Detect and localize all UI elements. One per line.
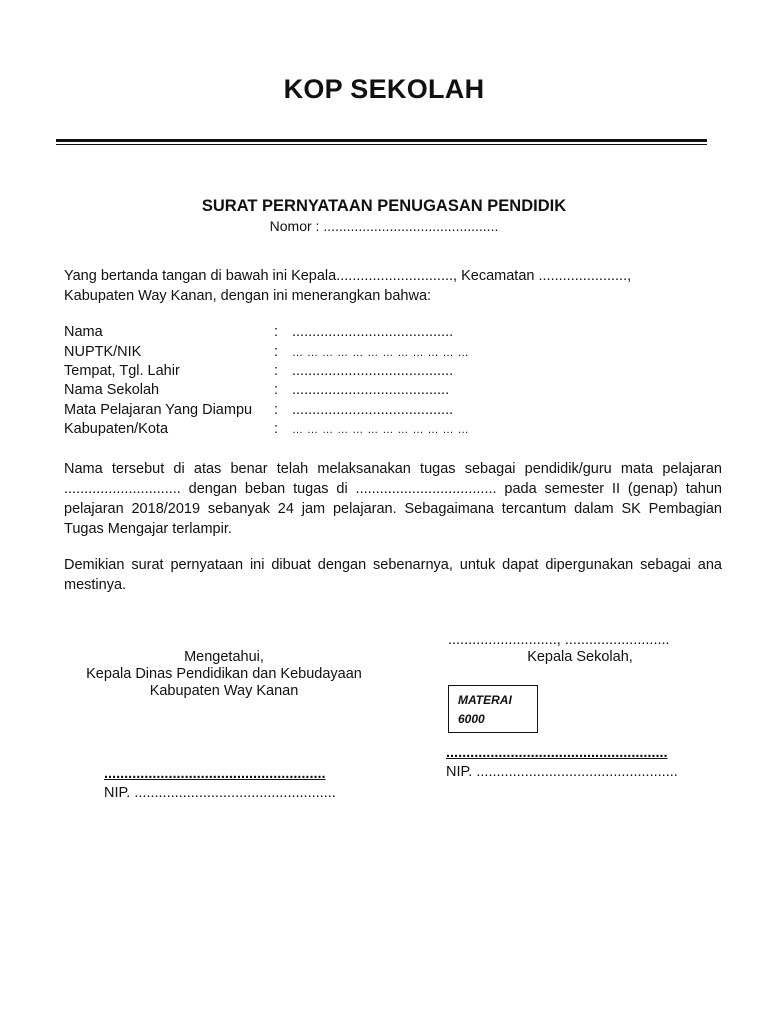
field-colon: : [274,363,279,379]
field-colon: : [274,344,279,360]
field-value: ........................................ [292,402,454,418]
signature-right-nip: NIP. .................................................. [446,764,678,780]
signature-left-line-3: Kabupaten Way Kanan [149,683,299,699]
field-label: NUPTK/NIK [64,344,142,360]
letterhead-divider-thin [56,144,707,145]
field-label: Tempat, Tgl. Lahir [64,363,180,379]
field-label: Nama [64,324,103,340]
signature-left-line-1: Mengetahui, [184,649,264,665]
field-colon: : [274,382,279,398]
signature-place-date: ..........................., .......................... [448,632,670,648]
materai-value: 6000 [458,712,485,726]
field-label: Nama Sekolah [64,382,160,398]
field-kabupaten-kota [64,421,724,441]
body-paragraph-1: Nama tersebut di atas benar telah melaksanakan tugas sebagai pendidik/guru mata pelajaran ............................. dengan beban tugas di ................................... pada semester II (genap) tahun pelajaran 2018/2019 sebanyak 24 jam pelajaran. Sebagaimana tercantum dalam SK Pembagian Tugas Mengajar terlampir. [64,461,722,537]
intro-line-2: Kabupaten Way Kanan, dengan ini menerangkan bahwa: [64,288,432,304]
letterhead-title: KOP SEKOLAH [283,74,485,104]
field-mata-pelajaran [64,402,724,422]
field-nama-sekolah [64,382,724,402]
signature-left-nip: NIP. .................................................. [104,785,336,801]
field-label: Kabupaten/Kota [64,421,169,437]
field-colon: : [274,324,279,340]
signature-right-position: Kepala Sekolah, [527,649,633,665]
field-label: Mata Pelajaran Yang Diampu [64,402,253,418]
field-tempat-tgl-lahir [64,363,724,383]
materai-stamp-box [448,685,538,733]
field-value: … … … … … … … … … … … … [292,424,470,436]
intro-line-1: Yang bertanda tangan di bawah ini Kepala............................., Kecamatan ......................, [64,268,632,284]
field-value: ........................................ [292,324,454,340]
materai-label: MATERAI [458,693,512,707]
signature-left-name-line: ....................................................... [104,766,326,782]
letterhead-divider-thick [56,139,707,142]
field-colon: : [274,402,279,418]
field-value: … … … … … … … … … … … … [292,347,470,359]
field-colon: : [274,421,279,437]
field-nama [64,324,724,344]
field-value: ........................................ [292,363,454,379]
signature-right-name-line: ....................................................... [446,745,668,761]
field-nuptk-nik [64,344,724,364]
document-number: Nomor : ............................................. [269,218,499,234]
document-title: SURAT PERNYATAAN PENUGASAN PENDIDIK [201,197,567,215]
body-paragraph-2: Demikian surat pernyataan ini dibuat dengan sebenarnya, untuk dapat dipergunakan sebagai ana mestinya. [64,557,722,593]
field-value: ....................................... [292,382,450,398]
signature-left-line-2: Kepala Dinas Pendidikan dan Kebudayaan [86,666,362,682]
